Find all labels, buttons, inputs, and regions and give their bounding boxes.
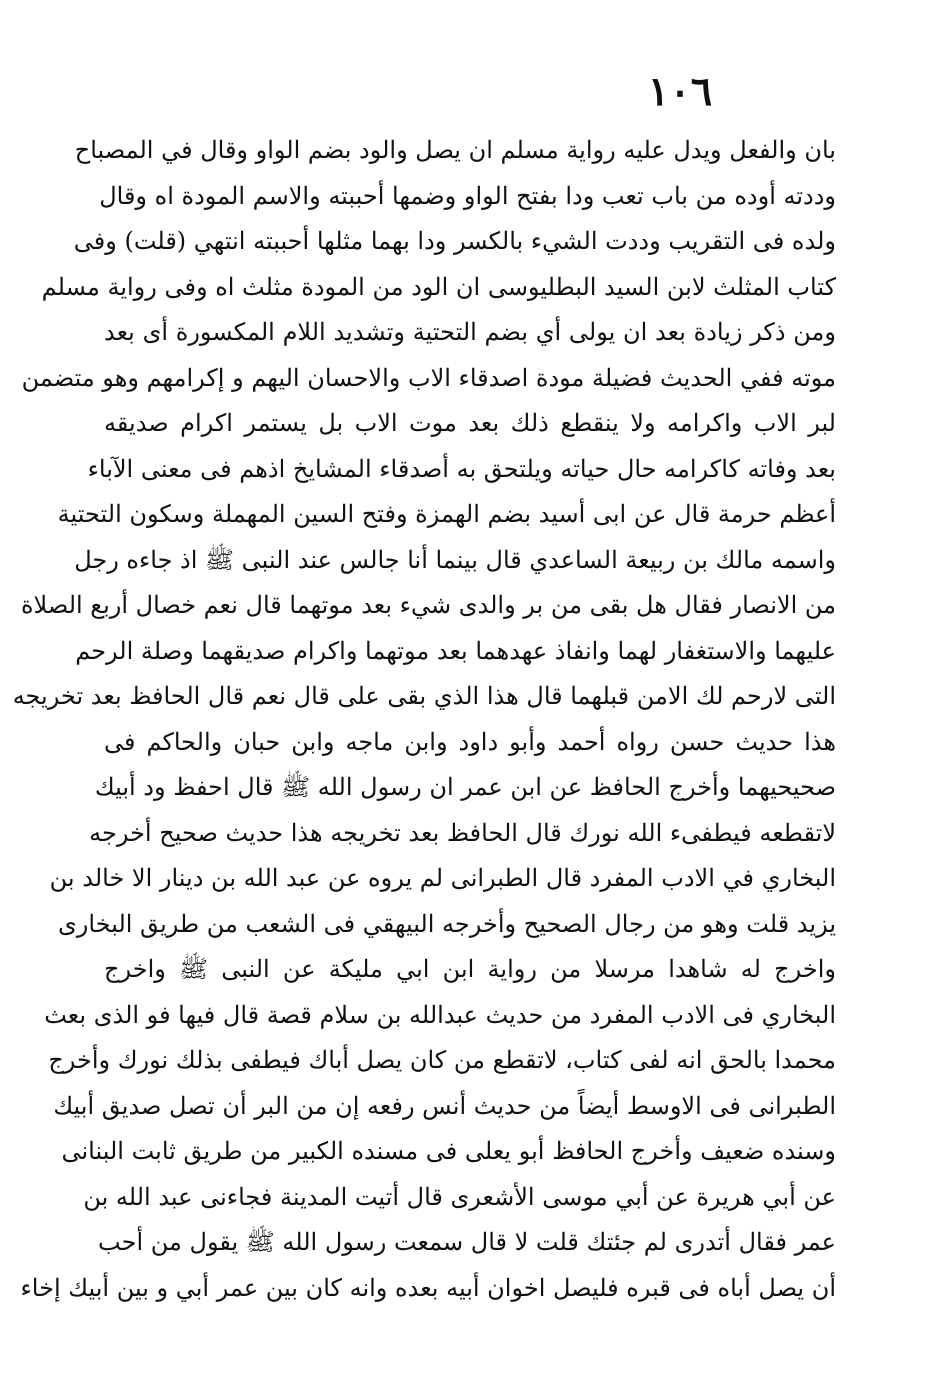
text-line: أن يصل أباه فى قبره فليصل اخوان أبيه بعده وانه كان بين عمر أبي و بين أبيك إخاء: [20, 1273, 836, 1302]
text-line: موته ففي الحديث فضيلة مودة اصدقاء الاب والاحسان اليهم و إكرامهم وهو متضمن: [21, 363, 836, 392]
text-line: عمر فقال أتدرى لم جئتك قلت لا قال سمعت رسول الله ﷺ يقول من أحب: [98, 1228, 836, 1256]
text-line: يزيد قلت وهو من رجال الصحيح وأخرجه البيهقي فى الشعب من طريق البخارى: [58, 909, 836, 938]
text-line: عن أبي هريرة عن أبي موسى الأشعرى قال أتيت المدينة فجاءنى عبد الله بن: [83, 1182, 836, 1211]
text-line: عليهما والاستغفار لهما وانفاذ عهدهما بعد موتهما واكرام صديقهما وصلة الرحم: [75, 636, 836, 665]
text-line: البخاري فى الادب المفرد من حديث عبدالله بن سلام قصة قال فيها فو الذى بعث: [44, 1000, 836, 1029]
text-line: وسنده ضعيف وأخرج الحافظ أبو يعلى فى مسنده الكبير من طريق ثابت البنانى: [61, 1137, 836, 1165]
text-line: لبر الاب واكرامه ولا ينقطع ذلك بعد موت الاب بل يستمر اكرام صديقه: [104, 409, 836, 437]
text-line: أعظم حرمة قال عن ابى أسيد بضم الهمزة وفتح السين المهملة وسكون التحتية: [57, 500, 836, 528]
text-line: التى لارحم لك الامن قبلهما قال هذا الذي بقى على قال نعم قال الحافظ بعد تخريجه: [12, 682, 836, 710]
text-line: هذا حديث حسن رواه أحمد وأبو داود وابن ماجه وابن حبان والحاكم فى: [104, 727, 836, 756]
text-line: محمدا بالحق انه لفى كتاب، لاتقطع من كان يصل أباك فيطفى بذلك نورك وأخرج: [48, 1046, 836, 1074]
page-number: ١٠٦: [647, 68, 713, 115]
text-line: وددته أوده من باب تعب ودا بفتح الواو وضمها أحببته والاسم المودة اه وقال: [99, 181, 836, 210]
text-line: ولده فى التقريب وددت الشيء بالكسر ودا بهما مثلها أحببته انتهي (قلت) وفى: [73, 227, 836, 255]
text-line: كتاب المثلث لابن السيد البطليوسى ان الود من المودة مثلث اه وفى رواية مسلم: [41, 272, 836, 301]
text-line: صحيحيهما وأخرج الحافظ عن ابن عمر ان رسول الله ﷺ قال احفظ ود أبيك: [94, 773, 836, 801]
text-line: واخرج له شاهدا مرسلا من رواية ابن ابي مليكة عن النبى ﷺ واخرج: [104, 955, 836, 983]
text-line: بان والفعل ويدل عليه رواية مسلم ان يصل والود بضم الواو وقال في المصباح: [74, 136, 836, 164]
text-line: واسمه مالك بن ربيعة الساعدي قال بينما أنا جالس عند النبى ﷺ اذ جاءه رجل: [74, 545, 836, 574]
text-line: بعد وفاته كاكرامه حال حياته ويلتحق به أصدقاء المشايخ اذهم فى معنى الآباء: [87, 454, 836, 483]
text-line: من الانصار فقال هل بقى من بر والدى شيء بعد موتهما قال نعم خصال أربع الصلاة: [20, 591, 836, 619]
text-line: البخاري في الادب المفرد قال الطبرانى لم يروه عن عبد الله بن دينار الا خالد بن: [49, 864, 836, 892]
text-line: الطبرانى فى الاوسط أيضاً من حديث أنس رفعه إن من البر أن تصل صديق أبيك: [53, 1091, 836, 1120]
body-text: [12, 128, 836, 1311]
text-line: لاتقطعه فيطفىء الله نورك قال الحافظ بعد تخريجه هذا حديث صحيح أخرجه: [89, 818, 836, 847]
text-line: ومن ذكر زيادة بعد ان يولى أي بضم التحتية وتشديد اللام المكسورة أى بعد: [104, 318, 836, 346]
